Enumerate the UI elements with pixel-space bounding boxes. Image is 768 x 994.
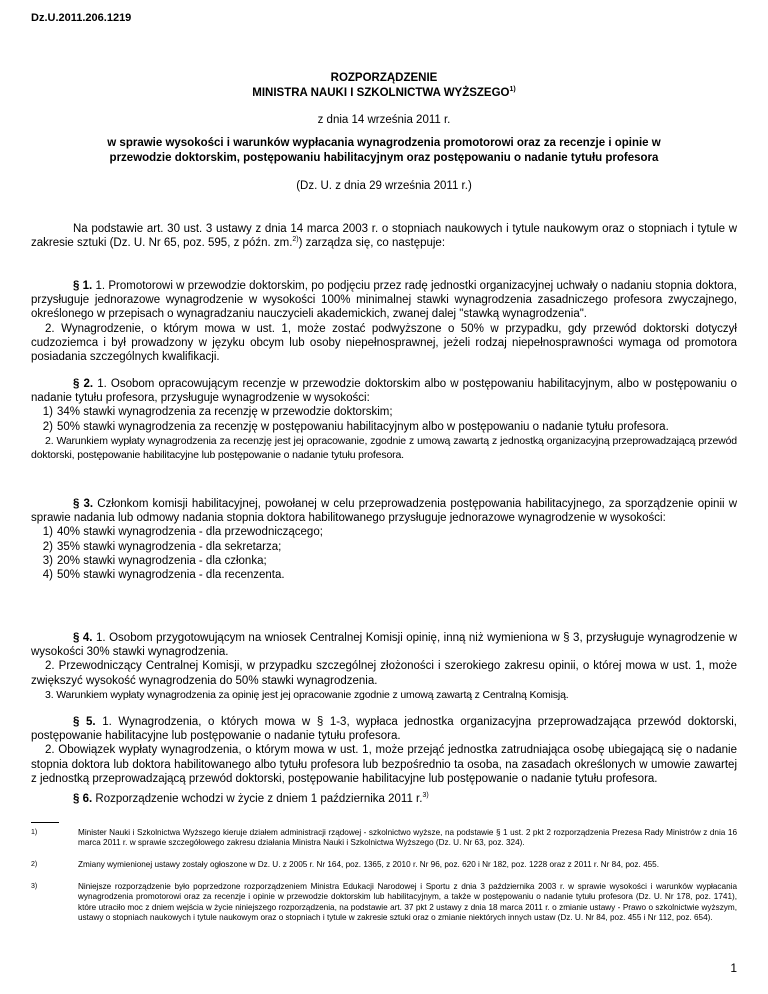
list-item: 1) 40% stawki wynagrodzenia - dla przewodniczącego; — [42, 526, 323, 539]
footnote-divider — [31, 822, 59, 823]
section-5: § 5. 1. Wynagrodzenia, o których mowa w § 1-3, wypłaca jednostka organizacyjna przeprowadzająca przewód doktorski, postępowanie habilitacyjne lub postępowanie o nadanie tytułu profesora. 2. Obowiązek wypłaty wynagrodzenia, o którym mowa w ust. 1, może przejąć jednostka zatrudniająca osobę ubiegającą się o nadanie stopnia doktora lub doktora habilitowanego albo tytułu profesora lub bezpośrednio ta osoba, na zasadach określonych w umowie zawartej z jednostką przeprowadzającą przewód doktorski, postępowanie habilitacyjne lub postępowanie o nadanie tytułu profesora. — [31, 716, 737, 785]
list-item: 2) 35% stawki wynagrodzenia - dla sekretarza; — [42, 540, 282, 553]
preamble: Na podstawie art. 30 ust. 3 ustawy z dnia 14 marca 2003 r. o stopniach naukowych i tytule naukowym oraz o stopniach i tytule w zakresie sztuki (Dz. U. Nr 65, poz. 595, z późn. zm.$^{2)}$) zarządza się, co następuje: — [31, 223, 737, 250]
document-subject — [31, 136, 737, 166]
section-6: § 6. Rozporządzenie wchodzi w życie z dniem 1 października 2011 r.$^{3)}$ — [73, 792, 429, 805]
list-item: 4) 50% stawki wynagrodzenia - dla recenzenta. — [42, 569, 285, 582]
document-id: Dz.U.2011.206.1219 — [31, 12, 132, 24]
section-mark: § 1. — [73, 280, 93, 292]
subject-line-2: przewodzie doktorskim, postępowaniu habilitacyjnym oraz postępowaniu o nadanie tytułu profesora — [109, 152, 659, 164]
footnote-1: 1) Minister Nauki i Szkolnictwa Wyższego kieruje działem administracji rządowej - szkolnictwo wyższe, na podstawie § 1 ust. 2 pkt 2 rozporządzenia Prezesa Rady Ministrów z dnia 16 marca 2011 r. w sprawie szczegółowego zakresu działania Ministra Nauki i Szkolnictwa Wyższego (Dz. U. Nr 63, poz. 324). — [31, 828, 737, 848]
footnote-ref-1: 1) — [509, 86, 516, 93]
footnote-ref-3: 3) — [422, 792, 429, 799]
list-item: 3) 20% stawki wynagrodzenia - dla członka; — [42, 554, 267, 567]
title-line-1: ROZPORZĄDZENIE — [330, 72, 438, 84]
section-mark: § 3. — [73, 498, 94, 510]
document-date: z dnia 14 września 2011 r. — [317, 114, 451, 126]
section-mark: § 5. — [73, 716, 96, 728]
section-2: § 2. 1. Osobom opracowującym recenzje w przewodzie doktorskim albo w postępowaniu habilitacyjnym, albo w postępowaniu o nadanie tytułu profesora, przysługuje wynagrodzenie w wysokości: 1) 34% stawki wynagrodzenia za recenzję w przewodzie doktorskim; 2) 50% stawki wynagrodzenia za recenzję w postępowaniu habilitacyjnym albo w postępowaniu o nadanie tytułu profesora. 2. Warunkiem wypłaty wynagrodzenia za recenzję jest jej opracowanie, zgodnie z umową zawartą z jednostką organizacyjną przeprowadzającą przewód doktorski, postępowanie habilitacyjne lub postępowanie o nadanie tytułu profesora. — [31, 378, 737, 462]
footnote-2: 2) Zmiany wymienionej ustawy zostały ogłoszone w Dz. U. z 2005 r. Nr 164, poz. 1365, z 2010 r. Nr 96, poz. 620 i Nr 182, poz. 1228 oraz z 2011 r. Nr 84, poz. 455. — [31, 860, 660, 869]
list-item: 1) 34% stawki wynagrodzenia za recenzję w przewodzie doktorskim; — [42, 406, 393, 419]
footnote-ref-2: 2) — [292, 236, 299, 244]
publication-info: (Dz. U. z dnia 29 września 2011 r.) — [296, 180, 472, 192]
section-3: § 3. Członkom komisji habilitacyjnej, powołanej w celu przeprowadzenia postępowania habilitacyjnego, za sporządzenie opinii w sprawie nadania lub odmowy nadania stopnia doktora habilitowanego przysługuje jednorazowe wynagrodzenie w wysokości: 1) 40% stawki wynagrodzenia - dla przewodniczącego; 2) 35% stawki wynagrodzenia - dla sekretarza; 3) 20% stawki wynagrodzenia - dla członka; 4) 50% stawki wynagrodzenia - dla recenzenta. — [31, 498, 737, 582]
title-line-2: MINISTRA NAUKI I SZKOLNICTWA WYŻSZEGO$^{1)}$ — [252, 86, 516, 99]
subject-line-1: w sprawie wysokości i warunków wypłacania wynagrodzenia promotorowi oraz za recenzje i opinie w — [107, 137, 661, 149]
section-mark: § 6. — [73, 793, 93, 805]
section-mark: § 2. — [73, 378, 94, 390]
page-number: 1 — [730, 961, 737, 975]
section-mark: § 4. — [73, 632, 93, 644]
footnote-3: 3) Niniejsze rozporządzenie było poprzedzone rozporządzeniem Ministra Edukacji Narodowej i Sportu z dnia 3 października 2003 r. w sprawie wysokości i warunków wypłacania wynagrodzenia promotorowi oraz za recenzje i opinie w przewodzie doktorskim lub habilitacyjnym, a także w postępowaniu o nadanie tytułu profesora (Dz. U. Nr 178, poz. 1741), które utraciło moc z dniem wejścia w życie niniejszego rozporządzenia, na podstawie art. 37 pkt 2 ustawy z dnia 18 marca 2011 r. o zmianie ustawy - Prawo o szkolnictwie wyższym, ustawy o stopniach naukowych i tytule naukowym oraz o stopniach i tytule w zakresie sztuki oraz o zmianie niektórych innych ustaw (Dz. U. Nr 84, poz. 455 i Nr 112, poz. 654). — [31, 882, 737, 923]
document-title — [31, 71, 737, 101]
list-item: 2) 50% stawki wynagrodzenia za recenzję w postępowaniu habilitacyjnym albo w postępowaniu o nadanie tytułu profesora. — [42, 420, 669, 433]
section-1: § 1. 1. Promotorowi w przewodzie doktorskim, po podjęciu przez radę jednostki organizacyjnej uchwały o nadaniu stopnia doktora, przysługuje jednorazowe wynagrodzenie w wysokości 100% minimalnej stawki wynagrodzenia zasadniczego profesora zwyczajnego, określonego w przepisach o wynagradzaniu nauczycieli akademickich, zwanej dalej "stawką wynagrodzenia". 2. Wynagrodzenie, o którym mowa w ust. 1, może zostać podwyższone o 50% w przypadku, gdy przewód doktorski dotyczył cudzoziemca i był prowadzony w języku obcym lub osoby niepełnosprawnej, jeżeli rodzaj niepełnosprawności wymaga od promotora posiadania szczególnych kwalifikacji. — [31, 280, 737, 364]
section-4: § 4. 1. Osobom przygotowującym na wniosek Centralnej Komisji opinię, inną niż wymieniona w § 3, przysługuje wynagrodzenie w wysokości 30% stawki wynagrodzenia. 2. Przewodniczący Centralnej Komisji, w przypadku szczególnej złożoności i szerokiego zakresu opinii, o której mowa w ust. 1, może zwiększyć wysokość wynagrodzenia do 50% stawki wynagrodzenia. 3. Warunkiem wypłaty wynagrodzenia za opinię jest jej opracowanie zgodnie z umową zawartą z Centralną Komisją. — [31, 632, 737, 701]
